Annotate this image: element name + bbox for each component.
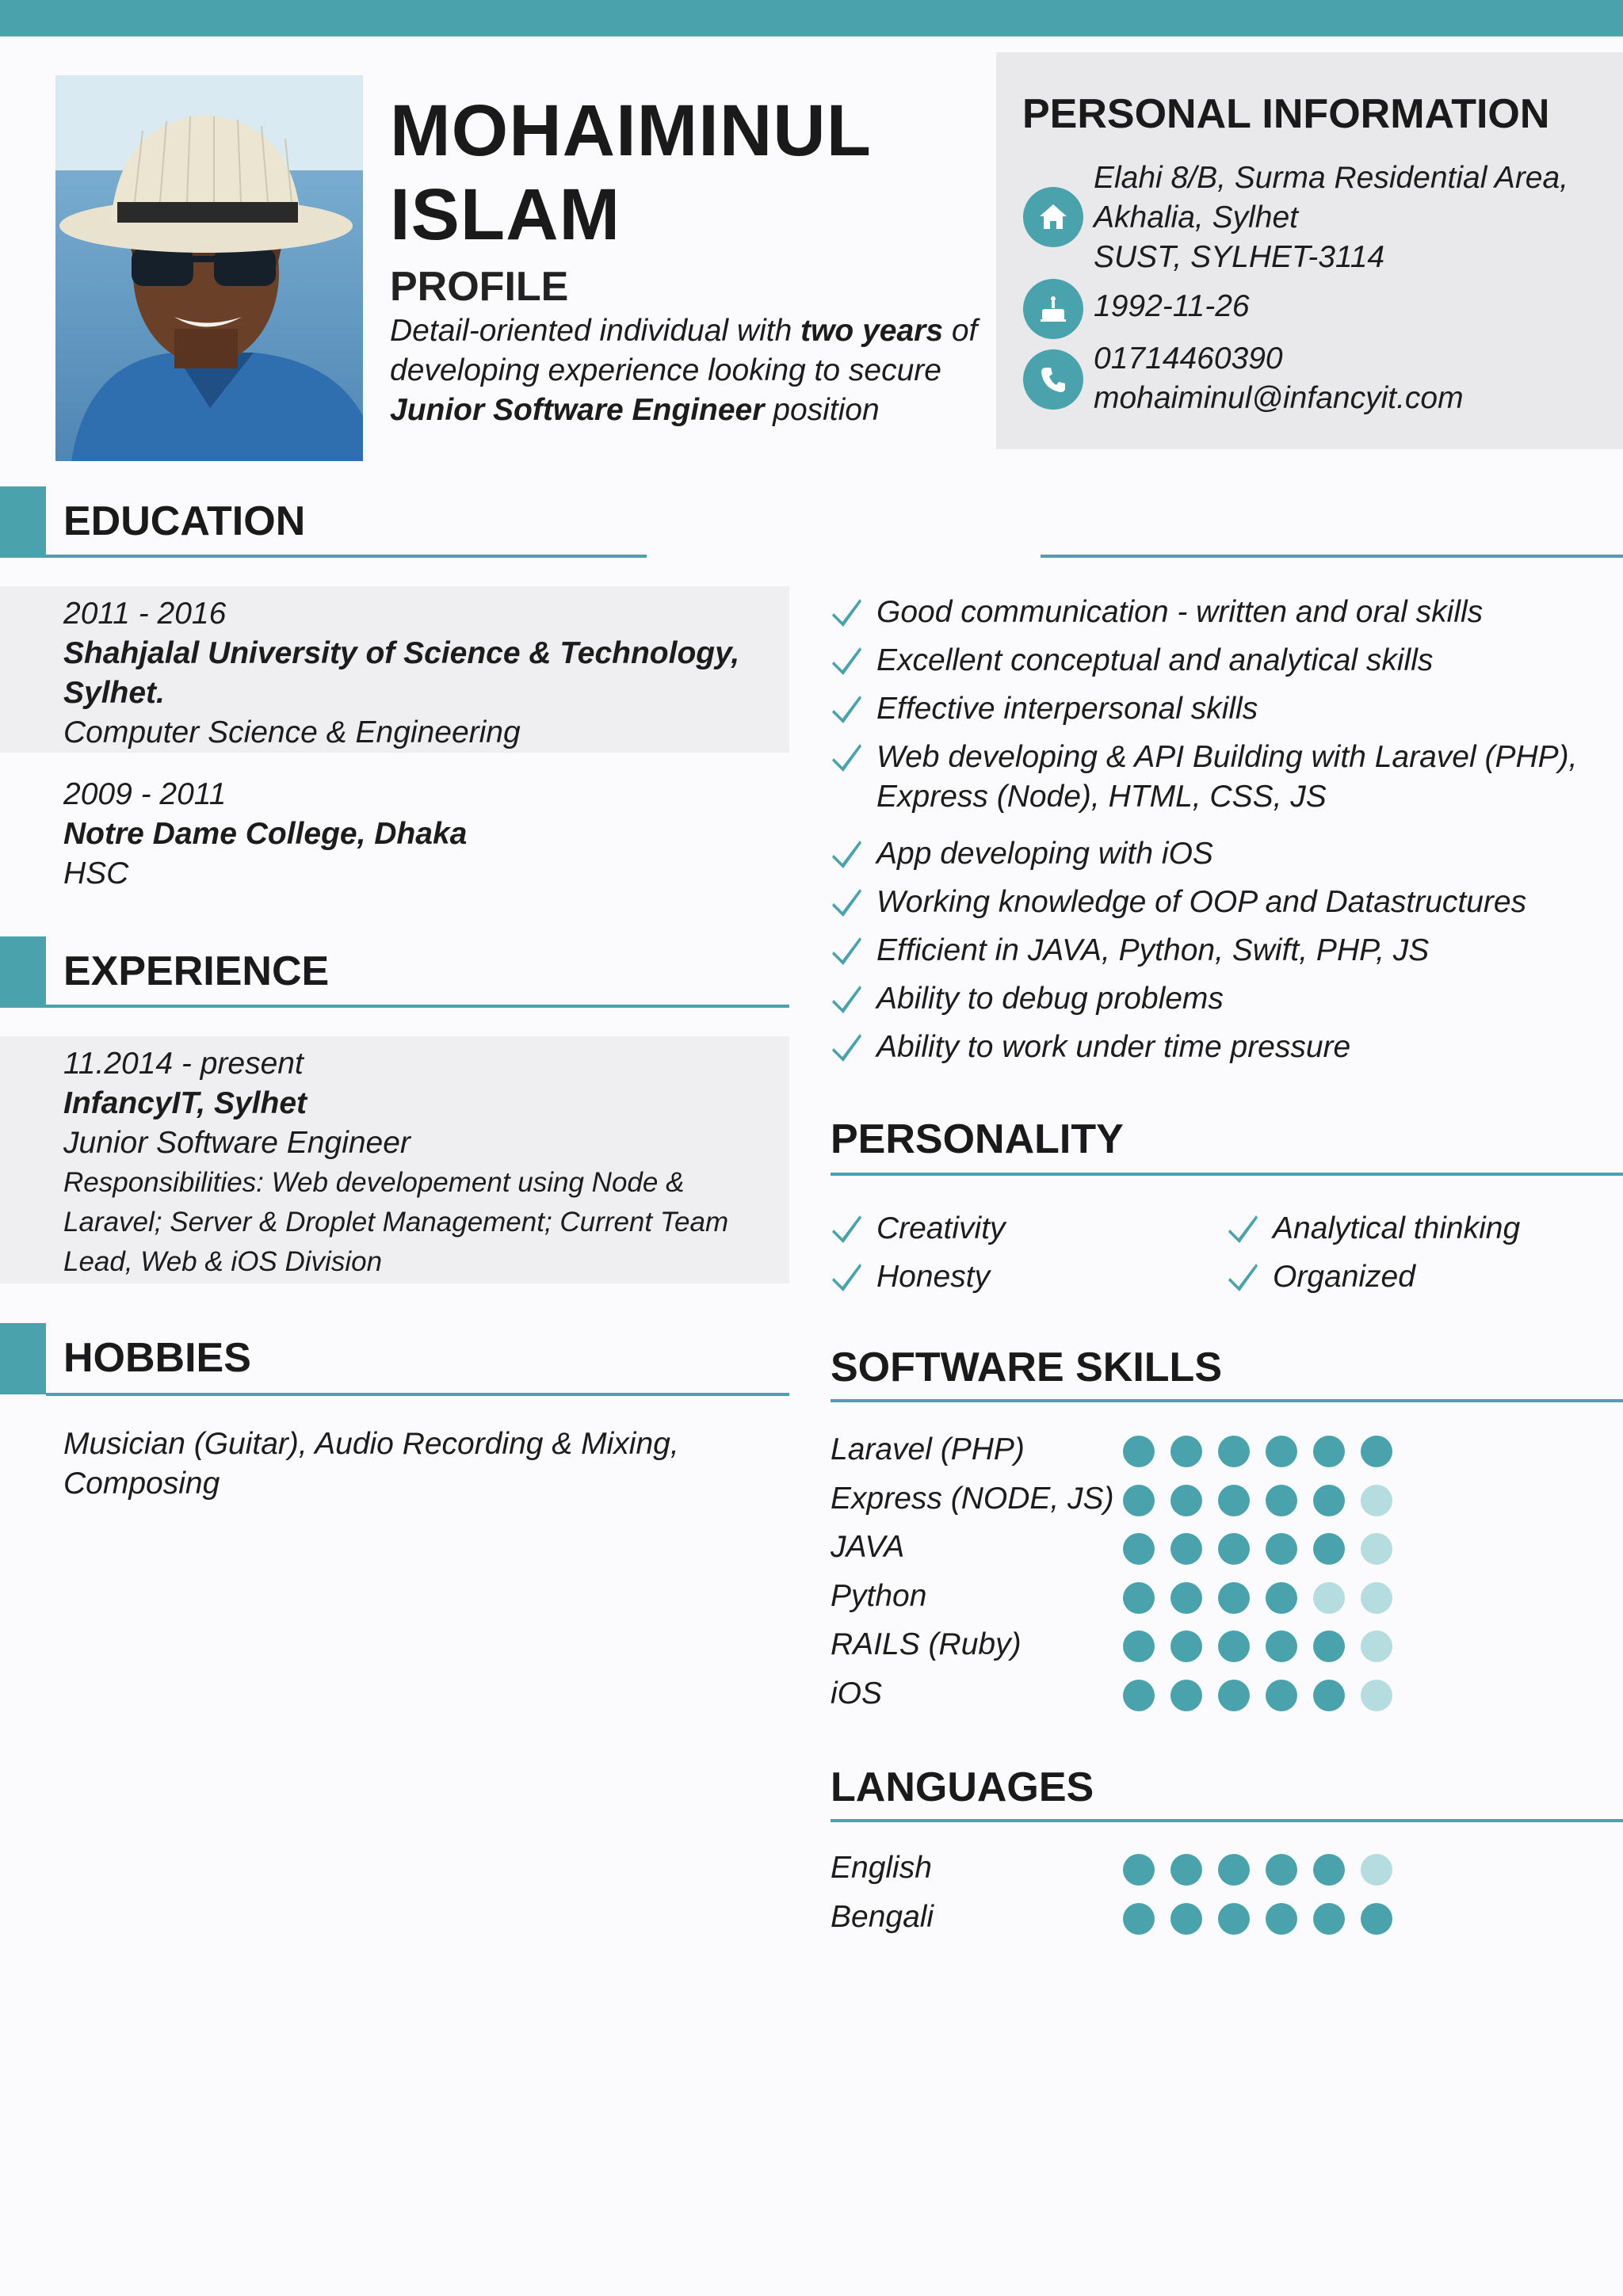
software-skills-divider bbox=[831, 1399, 1623, 1402]
rating-dot-filled bbox=[1123, 1680, 1155, 1711]
checkmark-icon bbox=[829, 643, 864, 677]
address-line: Akhalia, Sylhet bbox=[1094, 200, 1298, 235]
rating-dot-empty bbox=[1313, 1582, 1345, 1614]
rating-dot-filled bbox=[1218, 1680, 1250, 1711]
candidate-name bbox=[390, 89, 872, 257]
hobbies-heading: HOBBIES bbox=[63, 1335, 251, 1381]
education-years: 2009 - 2011 bbox=[63, 777, 227, 811]
check-item-text: Creativity bbox=[876, 1211, 1006, 1245]
check-item-text: Excellent conceptual and analytical skills bbox=[876, 643, 1434, 677]
rating-dot-filled bbox=[1123, 1854, 1155, 1886]
rating-dot-filled bbox=[1313, 1630, 1345, 1662]
rating-dot-filled bbox=[1170, 1582, 1202, 1614]
rating-dot-filled bbox=[1123, 1903, 1155, 1935]
rating-label: Express (NODE, JS) bbox=[831, 1481, 1114, 1516]
rating-label: Python bbox=[831, 1578, 927, 1613]
education-detail: HSC bbox=[63, 856, 129, 891]
education-entry bbox=[63, 775, 777, 894]
rating-dot-filled bbox=[1266, 1436, 1297, 1467]
checkmark-icon bbox=[1225, 1259, 1260, 1294]
check-item-text: Good communication - written and oral skills bbox=[876, 595, 1484, 629]
rating-dot-filled bbox=[1218, 1903, 1250, 1935]
personality-heading: PERSONALITY bbox=[831, 1116, 1124, 1162]
profile-text-emphasis: Junior Software Engineer bbox=[390, 393, 765, 427]
check-item-text: Ability to debug problems bbox=[876, 982, 1224, 1016]
check-item-text: Web developing & API Building with Laravel (PHP), Express (Node), HTML, CSS, JS bbox=[876, 740, 1578, 814]
rating-dot-filled bbox=[1218, 1854, 1250, 1886]
checkmark-icon bbox=[829, 884, 864, 919]
skills-divider bbox=[1041, 555, 1623, 558]
cake-icon bbox=[1023, 279, 1083, 339]
checkmark-icon bbox=[829, 1029, 864, 1064]
phone-number: 01714460390 bbox=[1094, 341, 1283, 376]
profile-text-part: of developing experience looking to secure bbox=[390, 314, 978, 387]
rating-label: RAILS (Ruby) bbox=[831, 1627, 1022, 1661]
rating-dot-filled bbox=[1313, 1680, 1345, 1711]
rating-dot-filled bbox=[1218, 1630, 1250, 1662]
experience-marker bbox=[0, 936, 46, 1008]
rating-dot-filled bbox=[1313, 1533, 1345, 1565]
rating-dot-filled bbox=[1123, 1582, 1155, 1614]
software-skills-heading: SOFTWARE SKILLS bbox=[831, 1344, 1222, 1390]
check-item-text: Analytical thinking bbox=[1273, 1211, 1521, 1245]
rating-dot-empty bbox=[1361, 1485, 1392, 1516]
home-icon bbox=[1023, 187, 1083, 247]
rating-label: Bengali bbox=[831, 1899, 934, 1934]
languages-divider bbox=[831, 1819, 1623, 1822]
name-line-1: MOHAIMINUL bbox=[390, 90, 872, 171]
check-item-text: Working knowledge of OOP and Datastructures bbox=[876, 885, 1527, 919]
profile-text-part: Detail-oriented individual with bbox=[390, 314, 801, 348]
rating-dots bbox=[1123, 1854, 1392, 1886]
experience-period: 11.2014 - present bbox=[63, 1047, 304, 1081]
checkmark-icon bbox=[1225, 1211, 1260, 1245]
rating-dots bbox=[1123, 1903, 1392, 1935]
rating-dot-filled bbox=[1313, 1436, 1345, 1467]
hobbies-divider bbox=[46, 1393, 789, 1396]
phone-icon bbox=[1023, 349, 1083, 410]
check-item-text: App developing with iOS bbox=[876, 837, 1213, 871]
rating-dots bbox=[1123, 1680, 1392, 1711]
rating-dot-empty bbox=[1361, 1582, 1392, 1614]
checkmark-icon bbox=[829, 691, 864, 726]
experience-role: Junior Software Engineer bbox=[63, 1126, 411, 1160]
rating-dot-empty bbox=[1361, 1854, 1392, 1886]
checkmark-icon bbox=[829, 981, 864, 1016]
hobbies-text: Musician (Guitar), Audio Recording & Mixing, Composing bbox=[63, 1427, 679, 1501]
rating-dot-filled bbox=[1218, 1485, 1250, 1516]
rating-dot-filled bbox=[1266, 1533, 1297, 1565]
rating-dot-filled bbox=[1170, 1903, 1202, 1935]
rating-dot-filled bbox=[1266, 1903, 1297, 1935]
address-line: SUST, SYLHET-3114 bbox=[1094, 240, 1385, 274]
experience-divider bbox=[46, 1005, 789, 1008]
education-institution: Shahjalal University of Science & Technology, Sylhet. bbox=[63, 636, 740, 710]
profile-text-part: position bbox=[764, 393, 880, 427]
personality-divider bbox=[831, 1173, 1623, 1176]
rating-dot-filled bbox=[1266, 1854, 1297, 1886]
check-item-text: Efficient in JAVA, Python, Swift, PHP, JS bbox=[876, 933, 1430, 967]
experience-heading: EXPERIENCE bbox=[63, 948, 330, 994]
address-block bbox=[1094, 158, 1568, 277]
checkmark-icon bbox=[829, 1259, 864, 1294]
contact-block bbox=[1094, 339, 1464, 418]
rating-dot-filled bbox=[1266, 1485, 1297, 1516]
education-marker bbox=[0, 486, 46, 558]
checkmark-icon bbox=[829, 739, 864, 774]
rating-dot-filled bbox=[1170, 1436, 1202, 1467]
check-item-text: Honesty bbox=[876, 1260, 991, 1294]
check-item-text: Ability to work under time pressure bbox=[876, 1030, 1351, 1064]
email-address: mohaiminul@infancyit.com bbox=[1094, 381, 1464, 415]
rating-label: JAVA bbox=[831, 1530, 905, 1564]
rating-dot-empty bbox=[1361, 1533, 1392, 1565]
hobbies-marker bbox=[0, 1323, 46, 1394]
languages-heading: LANGUAGES bbox=[831, 1764, 1094, 1810]
checkmark-icon bbox=[829, 1211, 864, 1245]
rating-dot-filled bbox=[1170, 1680, 1202, 1711]
rating-dots bbox=[1123, 1533, 1392, 1565]
education-entry bbox=[63, 594, 777, 753]
education-institution: Notre Dame College, Dhaka bbox=[63, 817, 468, 851]
experience-company: InfancyIT, Sylhet bbox=[63, 1086, 307, 1120]
rating-dot-filled bbox=[1170, 1533, 1202, 1565]
top-accent-bar bbox=[0, 0, 1623, 36]
rating-dot-empty bbox=[1361, 1630, 1392, 1662]
check-item-text: Effective interpersonal skills bbox=[876, 692, 1258, 726]
rating-dots bbox=[1123, 1630, 1392, 1662]
rating-dot-filled bbox=[1170, 1630, 1202, 1662]
rating-label: English bbox=[831, 1851, 932, 1885]
education-detail: Computer Science & Engineering bbox=[63, 715, 521, 749]
name-line-2: ISLAM bbox=[390, 174, 621, 255]
rating-dot-filled bbox=[1313, 1485, 1345, 1516]
rating-dot-filled bbox=[1218, 1582, 1250, 1614]
rating-dot-filled bbox=[1266, 1680, 1297, 1711]
rating-dot-empty bbox=[1361, 1680, 1392, 1711]
rating-dot-filled bbox=[1123, 1485, 1155, 1516]
rating-dot-filled bbox=[1218, 1436, 1250, 1467]
rating-dots bbox=[1123, 1436, 1392, 1467]
education-heading: EDUCATION bbox=[63, 498, 306, 544]
address-line: Elahi 8/B, Surma Residential Area, bbox=[1094, 161, 1569, 195]
rating-dot-filled bbox=[1123, 1436, 1155, 1467]
rating-dots bbox=[1123, 1485, 1392, 1516]
rating-dot-filled bbox=[1266, 1630, 1297, 1662]
rating-dot-filled bbox=[1218, 1533, 1250, 1565]
rating-dot-filled bbox=[1313, 1854, 1345, 1886]
experience-responsibilities: Responsibilities: Web developement using Node & Laravel; Server & Droplet Management; Current Team Lead, Web & iOS Division bbox=[63, 1167, 729, 1277]
checkmark-icon bbox=[829, 836, 864, 871]
rating-dot-filled bbox=[1361, 1436, 1392, 1467]
experience-entry bbox=[63, 1044, 785, 1282]
checkmark-icon bbox=[829, 933, 864, 967]
rating-dot-filled bbox=[1361, 1903, 1392, 1935]
profile-text-emphasis: two years bbox=[800, 314, 944, 348]
rating-label: Laravel (PHP) bbox=[831, 1432, 1025, 1466]
rating-dots bbox=[1123, 1582, 1392, 1614]
birthdate: 1992-11-26 bbox=[1094, 289, 1250, 323]
check-item-text: Organized bbox=[1273, 1260, 1415, 1294]
rating-dot-filled bbox=[1313, 1903, 1345, 1935]
rating-dot-filled bbox=[1123, 1533, 1155, 1565]
profile-summary bbox=[390, 311, 992, 430]
education-years: 2011 - 2016 bbox=[63, 597, 227, 631]
profile-photo bbox=[55, 75, 363, 461]
rating-dot-filled bbox=[1123, 1630, 1155, 1662]
rating-dot-filled bbox=[1170, 1485, 1202, 1516]
rating-dot-filled bbox=[1266, 1582, 1297, 1614]
personal-info-heading: PERSONAL INFORMATION bbox=[1022, 91, 1550, 137]
rating-dot-filled bbox=[1170, 1854, 1202, 1886]
rating-label: iOS bbox=[831, 1676, 883, 1711]
education-divider bbox=[46, 555, 647, 558]
checkmark-icon bbox=[829, 594, 864, 629]
profile-heading: PROFILE bbox=[390, 264, 569, 310]
